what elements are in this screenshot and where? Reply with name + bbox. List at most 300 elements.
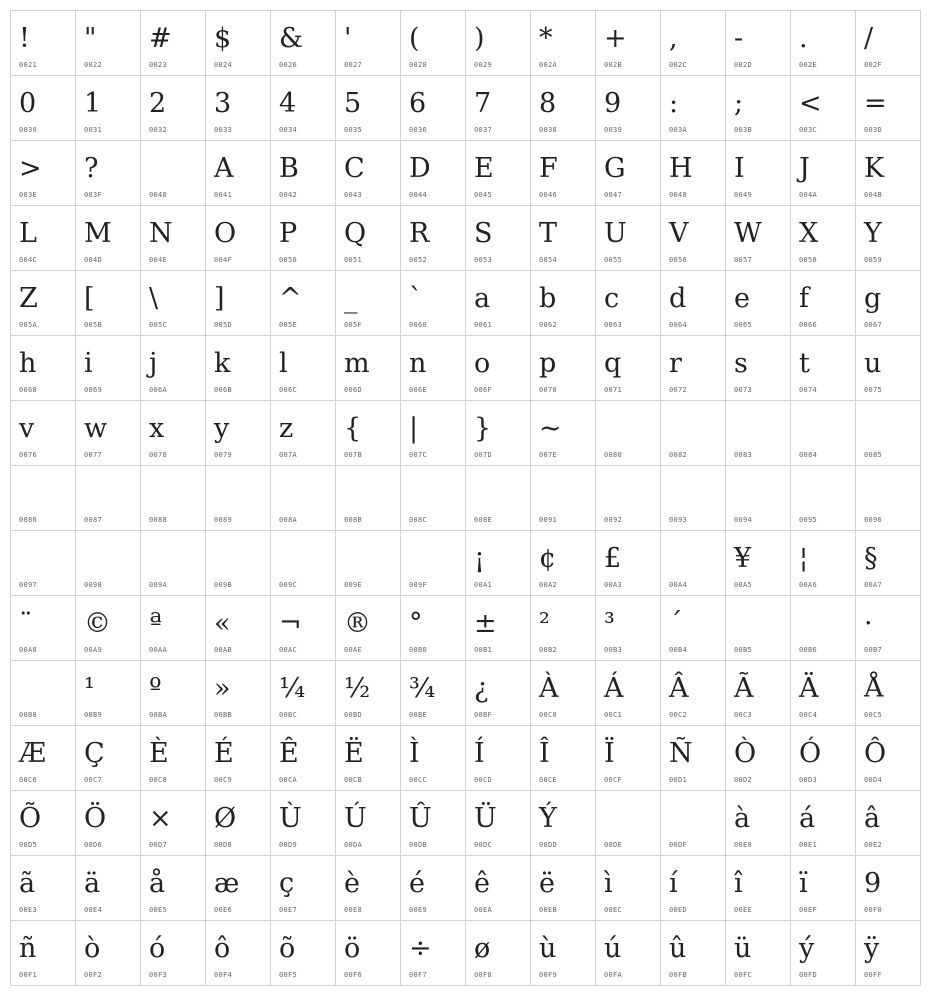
glyph-cell (206, 531, 271, 596)
glyph-cell (531, 336, 596, 401)
glyph-sample: è (344, 868, 360, 899)
glyph-code-label: 00CE (539, 776, 558, 784)
glyph-code-label: 00C0 (539, 711, 558, 719)
glyph-cell (661, 401, 726, 466)
glyph-code-label: 003E (19, 191, 38, 199)
glyph-sample: ¾ (409, 673, 436, 704)
glyph-code-label: 0056 (669, 256, 688, 264)
glyph-code-label: 00C9 (214, 776, 233, 784)
glyph-code-label: 00EA (474, 906, 493, 914)
glyph-code-label: 00F5 (279, 971, 298, 979)
glyph-code-label: 00E5 (149, 906, 168, 914)
glyph-code-label: 00D1 (669, 776, 688, 784)
glyph-cell (206, 336, 271, 401)
glyph-cell (76, 141, 141, 206)
glyph-sample: ] (214, 283, 225, 314)
glyph-cell (661, 76, 726, 141)
glyph-code-label: 0073 (734, 386, 753, 394)
glyph-cell (141, 206, 206, 271)
glyph-sample: ò (84, 933, 101, 964)
glyph-sample: # (149, 23, 172, 54)
glyph-sample: 0 (19, 88, 37, 119)
glyph-sample: Í (474, 738, 485, 769)
glyph-cell (726, 141, 791, 206)
glyph-code-label: 00CA (279, 776, 298, 784)
glyph-code-label: 00C3 (734, 711, 753, 719)
glyph-cell (726, 401, 791, 466)
glyph-cell (401, 921, 466, 986)
glyph-sample: " (84, 23, 97, 54)
glyph-cell (401, 466, 466, 531)
glyph-code-label: 0044 (409, 191, 428, 199)
glyph-cell (856, 401, 921, 466)
glyph-sample: | (409, 413, 419, 444)
glyph-cell (466, 401, 531, 466)
glyph-code-label: 00A3 (604, 581, 623, 589)
glyph-cell (791, 921, 856, 986)
glyph-cell (726, 336, 791, 401)
glyph-sample: ± (474, 608, 497, 639)
glyph-cell (271, 921, 336, 986)
glyph-sample: z (279, 413, 294, 444)
glyph-code-label: 0070 (539, 386, 558, 394)
glyph-sample: 1 (84, 88, 102, 119)
glyph-code-label: 0024 (214, 61, 233, 69)
glyph-code-label: 0021 (19, 61, 38, 69)
glyph-cell (726, 856, 791, 921)
glyph-sample: « (214, 608, 231, 639)
glyph-cell (596, 726, 661, 791)
glyph-sample: Z (19, 283, 38, 314)
glyph-code-label: 00A9 (84, 646, 103, 654)
glyph-cell (466, 336, 531, 401)
glyph-cell (401, 661, 466, 726)
glyph-cell (271, 856, 336, 921)
glyph-code-label: 005B (84, 321, 103, 329)
glyph-sample: Ê (279, 738, 299, 769)
glyph-sample: e (734, 283, 750, 314)
glyph-cell (336, 921, 401, 986)
glyph-code-label: 00A2 (539, 581, 558, 589)
glyph-sample: ä (84, 868, 101, 899)
glyph-sample: 4 (279, 88, 297, 119)
glyph-code-label: 00A1 (474, 581, 493, 589)
glyph-code-label: 00C8 (149, 776, 168, 784)
glyph-sample: ® (344, 608, 371, 639)
glyph-code-label: 0085 (864, 451, 883, 459)
glyph-sample: O (214, 218, 237, 249)
glyph-sample: Ï (604, 738, 615, 769)
glyph-sample: ú (604, 933, 622, 964)
glyph-cell (76, 271, 141, 336)
glyph-code-label: 005A (19, 321, 38, 329)
glyph-cell (76, 856, 141, 921)
glyph-sample: I (734, 153, 745, 184)
glyph-code-label: 0041 (214, 191, 233, 199)
glyph-code-label: 0023 (149, 61, 168, 69)
glyph-code-label: 0093 (669, 516, 688, 524)
glyph-code-label: 00E9 (409, 906, 428, 914)
glyph-cell (596, 856, 661, 921)
glyph-code-label: 0045 (474, 191, 493, 199)
glyph-sample: f (799, 283, 809, 314)
glyph-cell (271, 206, 336, 271)
glyph-cell (206, 466, 271, 531)
glyph-code-label: 0055 (604, 256, 623, 264)
glyph-sample: U (604, 218, 627, 249)
glyph-code-label: 002B (604, 61, 623, 69)
glyph-sample: ì (604, 868, 613, 899)
glyph-sample: 9 (864, 868, 882, 899)
glyph-cell (401, 531, 466, 596)
glyph-code-label: 0089 (214, 516, 233, 524)
glyph-sample: 3 (214, 88, 232, 119)
glyph-cell (271, 11, 336, 76)
glyph-code-label: 00DA (344, 841, 363, 849)
glyph-code-label: 0094 (734, 516, 753, 524)
glyph-sample: Ñ (669, 738, 693, 769)
glyph-code-label: 00B6 (799, 646, 818, 654)
glyph-sample: ^ (279, 283, 302, 314)
glyph-code-label: 00EF (799, 906, 818, 914)
glyph-code-label: 00BB (214, 711, 233, 719)
glyph-cell (466, 206, 531, 271)
glyph-cell (401, 401, 466, 466)
glyph-sample: y (214, 413, 230, 444)
glyph-code-label: 00FF (864, 971, 883, 979)
glyph-cell (11, 11, 76, 76)
glyph-code-label: 005E (279, 321, 298, 329)
glyph-code-label: 00A7 (864, 581, 883, 589)
glyph-code-label: 005C (149, 321, 168, 329)
glyph-cell (726, 921, 791, 986)
glyph-code-label: 00D9 (279, 841, 298, 849)
glyph-sample: Ì (409, 738, 420, 769)
glyph-sample: F (539, 153, 558, 184)
glyph-code-label: 0075 (864, 386, 883, 394)
glyph-cell (466, 531, 531, 596)
glyph-cell (206, 791, 271, 856)
glyph-code-label: 004F (214, 256, 233, 264)
glyph-code-label: 0043 (344, 191, 363, 199)
glyph-cell (206, 141, 271, 206)
glyph-sample: P (279, 218, 298, 249)
glyph-sample: B (279, 153, 299, 184)
glyph-sample: Ã (734, 673, 754, 704)
glyph-code-label: 0072 (669, 386, 688, 394)
glyph-code-label: 0051 (344, 256, 363, 264)
glyph-cell (271, 271, 336, 336)
glyph-cell (76, 206, 141, 271)
glyph-cell (661, 596, 726, 661)
glyph-code-label: 00EB (539, 906, 558, 914)
glyph-sample: D (409, 153, 431, 184)
glyph-cell (531, 206, 596, 271)
glyph-sample: ! (19, 23, 30, 54)
glyph-cell (856, 596, 921, 661)
glyph-cell (661, 531, 726, 596)
glyph-sample: ÿ (864, 933, 880, 964)
glyph-code-label: 0076 (19, 451, 38, 459)
glyph-code-label: 00AA (149, 646, 168, 654)
glyph-cell (596, 466, 661, 531)
glyph-code-label: 00DB (409, 841, 428, 849)
glyph-code-label: 00D2 (734, 776, 753, 784)
glyph-cell (661, 466, 726, 531)
glyph-sample: ÷ (409, 933, 432, 964)
glyph-cell (466, 856, 531, 921)
glyph-sample: ~ (539, 413, 562, 444)
glyph-sample: 8 (539, 88, 557, 119)
glyph-code-label: 00E0 (734, 841, 753, 849)
glyph-sample: M (84, 218, 112, 249)
glyph-code-label: 0039 (604, 126, 623, 134)
glyph-code-label: 0027 (344, 61, 363, 69)
glyph-sample: J (799, 153, 810, 184)
glyph-cell (271, 791, 336, 856)
glyph-code-label: 0052 (409, 256, 428, 264)
glyph-code-label: 00FB (669, 971, 688, 979)
glyph-sample: - (734, 23, 744, 54)
glyph-sample: m (344, 348, 370, 379)
glyph-cell (791, 336, 856, 401)
glyph-sample: ô (214, 933, 231, 964)
glyph-sample: * (539, 23, 553, 54)
glyph-cell (596, 596, 661, 661)
glyph-code-label: 0026 (279, 61, 298, 69)
glyph-sample: . (799, 23, 808, 54)
glyph-code-label: 008A (279, 516, 298, 524)
glyph-code-label: 00C7 (84, 776, 103, 784)
glyph-code-label: 00BC (279, 711, 298, 719)
glyph-code-label: 0069 (84, 386, 103, 394)
glyph-cell (76, 791, 141, 856)
glyph-sample: ¢ (539, 543, 557, 574)
glyph-code-label: 00B4 (669, 646, 688, 654)
glyph-sample: À (539, 673, 559, 704)
glyph-cell (401, 791, 466, 856)
glyph-cell (791, 466, 856, 531)
glyph-sample: G (604, 153, 626, 184)
glyph-cell (271, 531, 336, 596)
glyph-sample: Ù (279, 803, 302, 834)
glyph-cell (11, 791, 76, 856)
glyph-sample: v (19, 413, 35, 444)
glyph-sample: î (734, 868, 743, 899)
glyph-sample: 9 (604, 88, 622, 119)
glyph-cell (661, 336, 726, 401)
glyph-code-label: 002D (734, 61, 753, 69)
glyph-code-label: 002A (539, 61, 558, 69)
glyph-cell (661, 726, 726, 791)
glyph-code-label: 002C (669, 61, 688, 69)
glyph-cell (141, 791, 206, 856)
glyph-cell (531, 466, 596, 531)
glyph-cell (531, 661, 596, 726)
glyph-cell (401, 141, 466, 206)
glyph-sample: ¬ (279, 608, 302, 639)
glyph-cell (11, 726, 76, 791)
glyph-cell (141, 661, 206, 726)
glyph-sample: ´ (669, 608, 683, 639)
glyph-code-label: 008E (474, 516, 493, 524)
glyph-cell (856, 141, 921, 206)
glyph-cell (856, 336, 921, 401)
glyph-code-label: 00DF (669, 841, 688, 849)
glyph-code-label: 0074 (799, 386, 818, 394)
glyph-cell (531, 76, 596, 141)
glyph-cell (206, 76, 271, 141)
glyph-cell (11, 661, 76, 726)
glyph-cell (76, 401, 141, 466)
glyph-code-label: 0053 (474, 256, 493, 264)
glyph-code-label: 005F (344, 321, 363, 329)
glyph-sample: ² (539, 608, 550, 639)
glyph-cell (401, 856, 466, 921)
glyph-cell (791, 401, 856, 466)
glyph-code-label: 00DD (539, 841, 558, 849)
glyph-cell (76, 76, 141, 141)
glyph-cell (11, 531, 76, 596)
glyph-cell (856, 206, 921, 271)
glyph-cell (141, 76, 206, 141)
glyph-code-label: 003F (84, 191, 103, 199)
glyph-code-label: 0084 (799, 451, 818, 459)
glyph-code-label: 003C (799, 126, 818, 134)
glyph-cell (206, 726, 271, 791)
glyph-code-label: 00F2 (84, 971, 103, 979)
glyph-cell (791, 856, 856, 921)
glyph-cell (401, 596, 466, 661)
glyph-code-label: 00FC (734, 971, 753, 979)
glyph-cell (596, 271, 661, 336)
glyph-cell (206, 596, 271, 661)
glyph-sample: ª (149, 608, 162, 639)
glyph-sample: E (474, 153, 494, 184)
glyph-code-label: 00B5 (734, 646, 753, 654)
glyph-sample: ³ (604, 608, 615, 639)
glyph-cell (791, 726, 856, 791)
glyph-sample: Ó (799, 738, 822, 769)
glyph-sample: ½ (344, 673, 371, 704)
glyph-code-label: 0036 (409, 126, 428, 134)
glyph-sample: i (84, 348, 93, 379)
glyph-code-label: 0047 (604, 191, 623, 199)
glyph-cell (11, 141, 76, 206)
glyph-cell (271, 336, 336, 401)
glyph-cell (206, 401, 271, 466)
glyph-code-label: 0040 (149, 191, 168, 199)
glyph-code-label: 00CD (474, 776, 493, 784)
glyph-cell (661, 141, 726, 206)
glyph-sample: à (734, 803, 751, 834)
glyph-cell (531, 401, 596, 466)
glyph-cell (11, 271, 76, 336)
glyph-sample: Ò (734, 738, 757, 769)
glyph-cell (401, 11, 466, 76)
glyph-sample: ó (149, 933, 166, 964)
glyph-sample: : (669, 88, 679, 119)
glyph-code-label: 0028 (409, 61, 428, 69)
glyph-cell (791, 661, 856, 726)
glyph-cell (856, 661, 921, 726)
glyph-sample: õ (279, 933, 296, 964)
glyph-cell (336, 76, 401, 141)
glyph-code-label: 00F0 (864, 906, 883, 914)
glyph-sample: Û (409, 803, 432, 834)
glyph-sample: Ö (84, 803, 107, 834)
glyph-code-label: 00B1 (474, 646, 493, 654)
glyph-cell (596, 141, 661, 206)
glyph-code-label: 0059 (864, 256, 883, 264)
glyph-code-label: 00B2 (539, 646, 558, 654)
glyph-sample: T (539, 218, 558, 249)
glyph-sample: Õ (19, 803, 42, 834)
glyph-code-label: 0087 (84, 516, 103, 524)
glyph-sample: ê (474, 868, 490, 899)
glyph-code-label: 00F9 (539, 971, 558, 979)
glyph-code-label: 00E7 (279, 906, 298, 914)
glyph-cell (661, 661, 726, 726)
glyph-cell (791, 11, 856, 76)
glyph-cell (401, 336, 466, 401)
glyph-sample: æ (214, 868, 240, 899)
glyph-code-label: 00C4 (799, 711, 818, 719)
glyph-code-label: 0080 (604, 451, 623, 459)
glyph-sample: í (669, 868, 678, 899)
glyph-code-label: 004D (84, 256, 103, 264)
glyph-sample: ¥ (734, 543, 752, 574)
glyph-sample: / (864, 23, 874, 54)
glyph-cell (791, 76, 856, 141)
glyph-code-label: 005D (214, 321, 233, 329)
glyph-cell (76, 921, 141, 986)
glyph-code-label: 00E2 (864, 841, 883, 849)
glyph-cell (336, 596, 401, 661)
glyph-code-label: 0066 (799, 321, 818, 329)
glyph-sample: Â (669, 673, 689, 704)
glyph-sample: ? (84, 153, 99, 184)
glyph-code-label: 007C (409, 451, 428, 459)
glyph-code-label: 00D7 (149, 841, 168, 849)
glyph-cell (531, 141, 596, 206)
glyph-code-label: 00BD (344, 711, 363, 719)
glyph-sample: Á (604, 673, 624, 704)
glyph-cell (726, 76, 791, 141)
glyph-cell (531, 11, 596, 76)
glyph-cell (401, 726, 466, 791)
glyph-code-label: 00CB (344, 776, 363, 784)
glyph-cell (76, 466, 141, 531)
glyph-code-label: 006F (474, 386, 493, 394)
glyph-cell (336, 856, 401, 921)
glyph-sample: q (604, 348, 622, 379)
glyph-sample: Ø (214, 803, 237, 834)
glyph-cell (531, 856, 596, 921)
glyph-sample: g (864, 283, 882, 314)
glyph-code-label: 00D5 (19, 841, 38, 849)
glyph-cell (141, 141, 206, 206)
glyph-code-label: 007A (279, 451, 298, 459)
glyph-cell (336, 336, 401, 401)
glyph-cell (141, 726, 206, 791)
glyph-cell (76, 11, 141, 76)
glyph-cell (466, 11, 531, 76)
glyph-sample: Q (344, 218, 367, 249)
glyph-sample: , (669, 23, 678, 54)
glyph-sample: º (149, 673, 162, 704)
glyph-cell (141, 271, 206, 336)
